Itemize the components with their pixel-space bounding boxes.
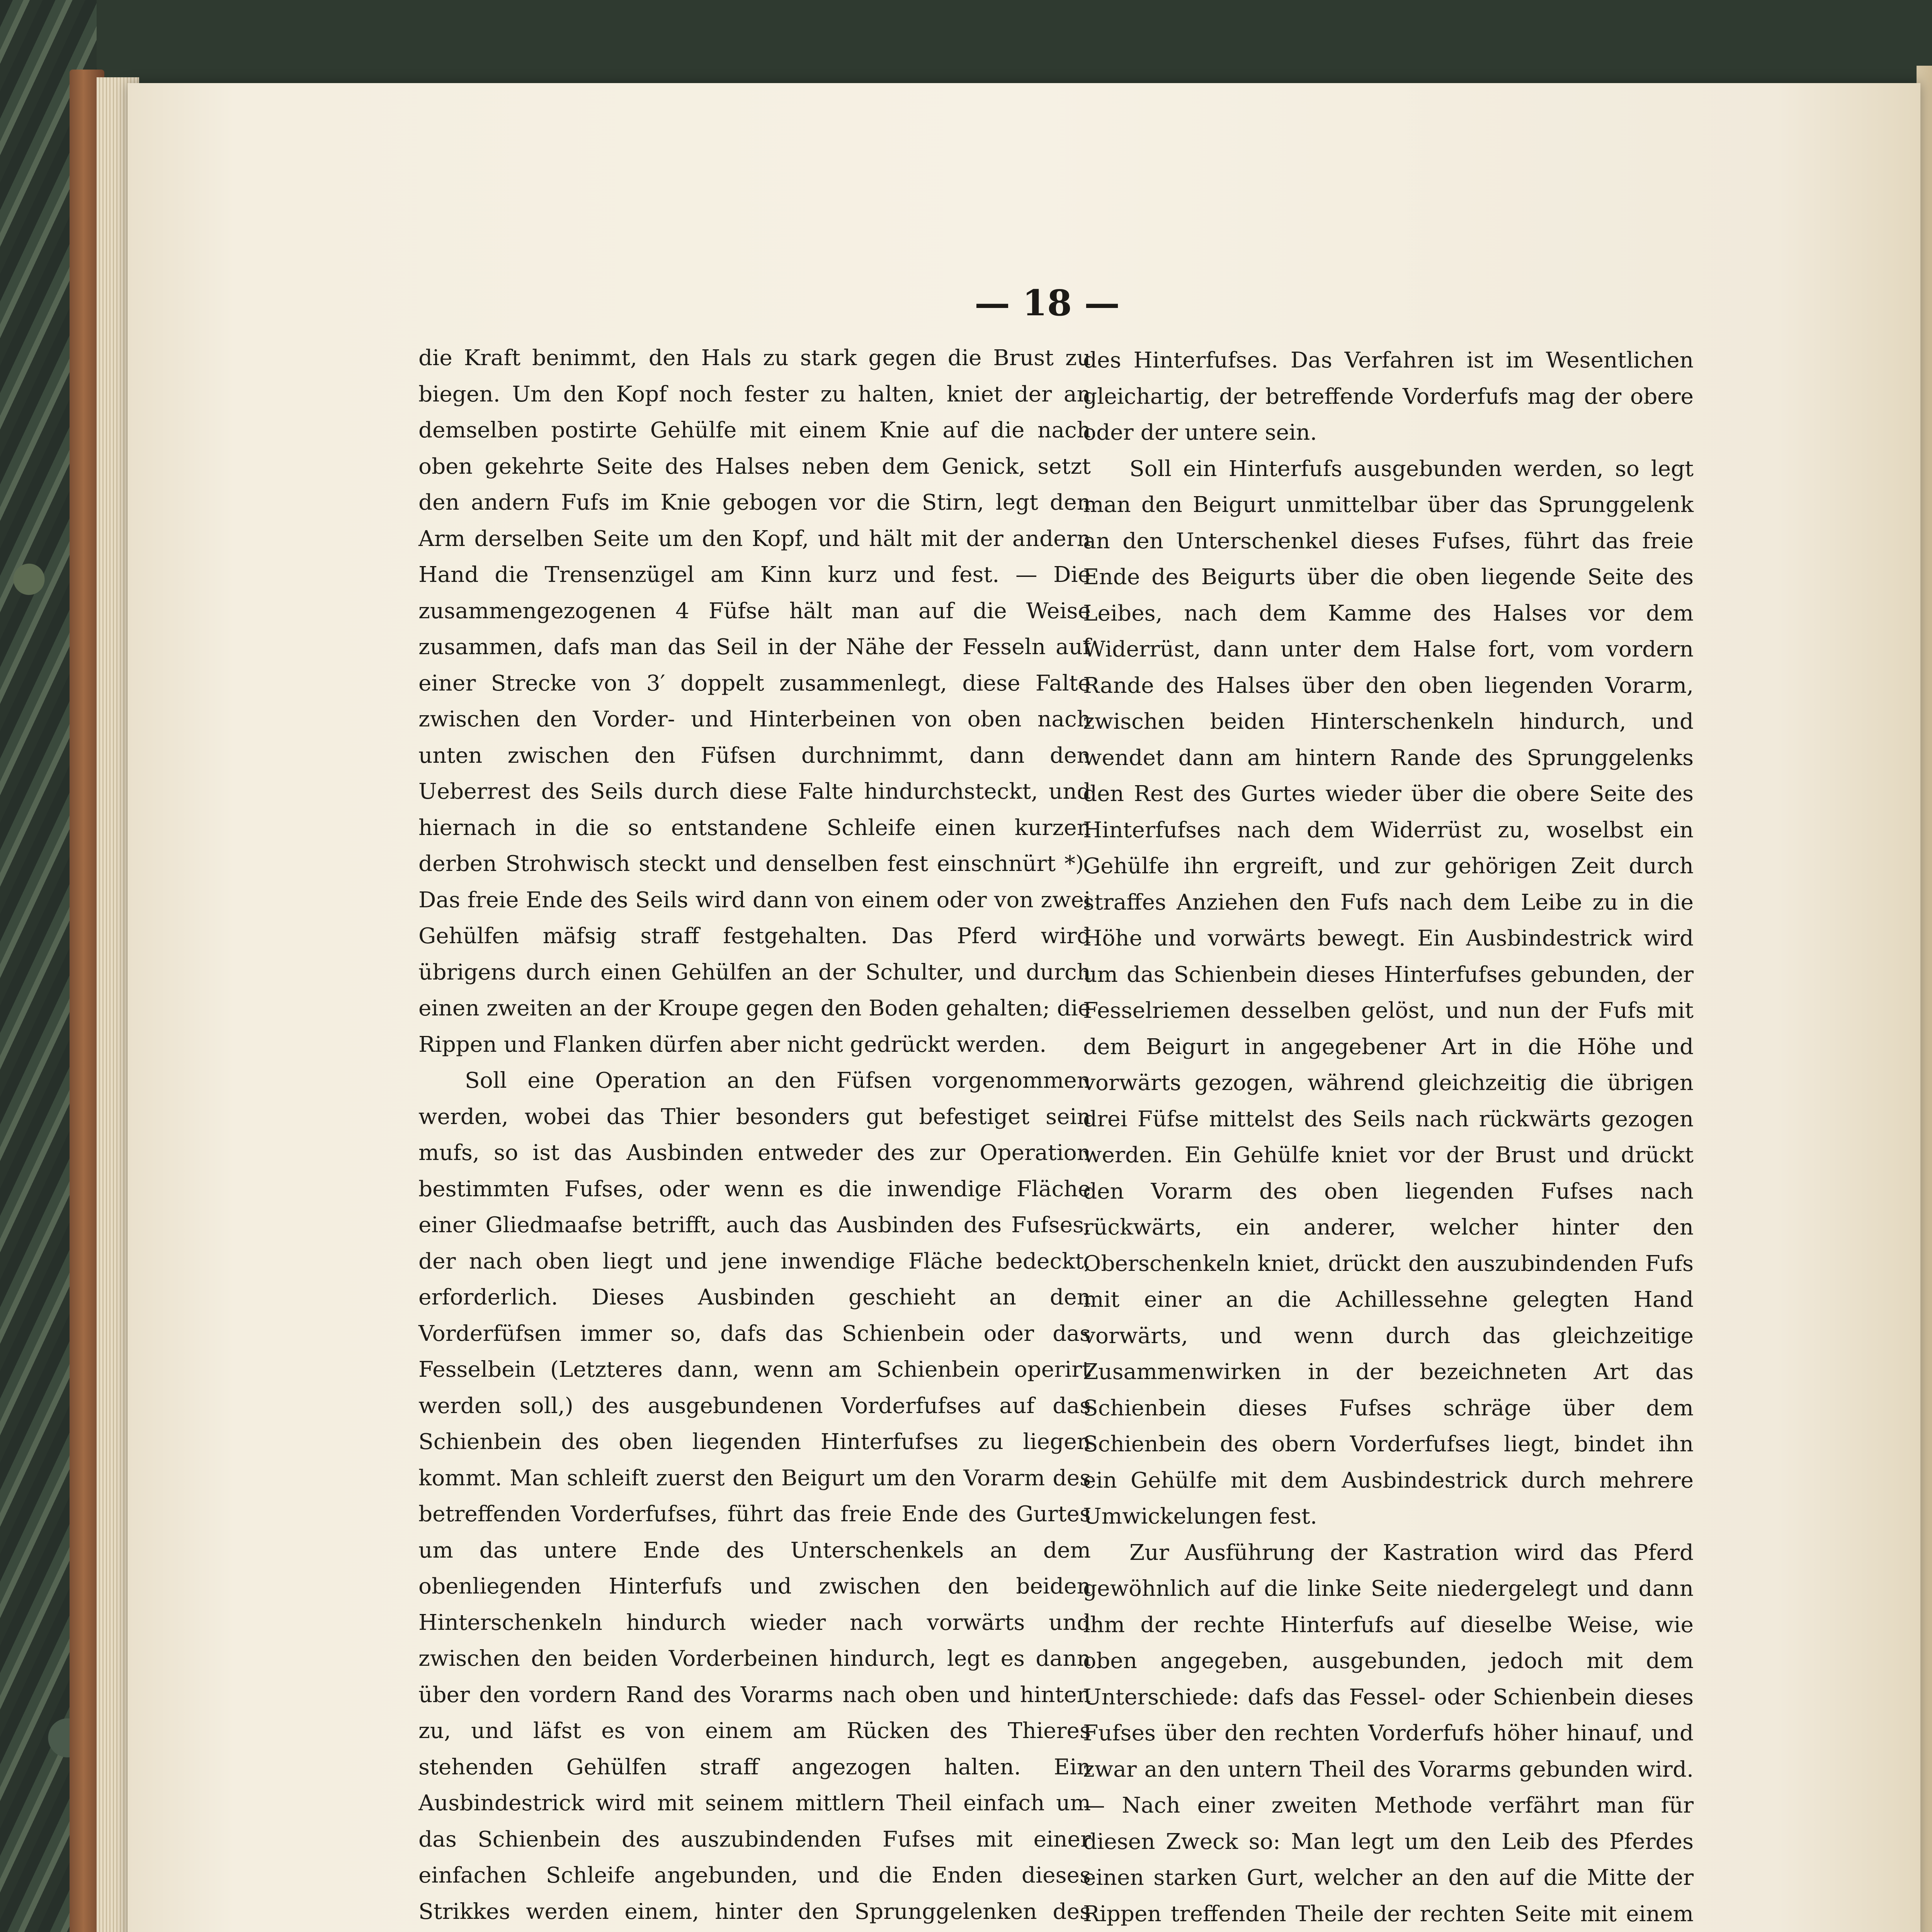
paragraph: die Kraft benimmt, den Hals zu stark gegen die Brust zu biegen. Um den Kopf noch fester zu halten, kniet der an demselben postirte Gehülfe mit einem Knie auf die nach oben gekehrte Seite des Halses neben dem Genick, setzt den andern Fufs im Knie gebogen vor die Stirn, legt den Arm derselben Seite um den Kopf, und hält mit der andern Hand die Trensenzügel am Kinn kurz und fest. — Die zusammengezogenen 4 Füfse hält man auf die Weise zusammen, dafs man das Seil in der Nähe der Fesseln auf einer Strecke von 3′ doppelt zusammenlegt, diese Falte zwischen den Vorder- und Hinterbeinen von oben nach unten zwischen den Füfsen durchnimmt, dann den Ueberrest des Seils durch diese Falte hindurchsteckt, und hiernach in die so entstandene Schleife einen kurzen derben Strohwisch steckt und denselben fest einschnürt *). Das freie Ende des Seils wird dann von einem oder von zwei Gehülfen mäfsig straff festgehalten. Das Pferd wird übrigens durch einen Gehülfen an der Schulter, und durch einen zweiten an der Kroupe gegen den Boden gehalten; die Rippen und Flanken dürfen aber nicht gedrückt werden.: [418, 345, 1091, 1057]
right-text-column: [1083, 342, 1694, 1932]
paragraph: Soll ein Hinterfufs ausgebunden werden, so legt man den Beigurt unmittelbar über das Sprunggelenk an den Unterschenkel dieses Fufses, führt das freie Ende des Beigurts über die oben liegende Seite des Leibes, nach dem Kamme des Halses vor dem Widerrüst, dann unter dem Halse fort, vom vordern Rande des Halses über den oben liegenden Vorarm, zwischen beiden Hinterschenkeln hindurch, und wendet dann am hintern Rande des Sprunggelenks den Rest des Gurtes wieder über die obere Seite des Hinterfufses nach dem Widerrüst zu, woselbst ein Gehülfe ihn ergreift, und zur gehörigen Zeit durch straffes Anziehen den Fufs nach dem Leibe zu in die Höhe und vorwärts bewegt. Ein Ausbindestrick wird um das Schienbein dieses Hinterfufses gebunden, der Fesselriemen desselben gelöst, und nun der Fufs mit dem Beigurt in angegebener Art in die Höhe und vorwärts gezogen, während gleichzeitig die übrigen drei Füfse mittelst des Seils nach rückwärts gezogen werden. Ein Gehülfe kniet vor der Brust und drückt den Vorarm des oben liegenden Fufses nach rückwärts, ein anderer, welcher hinter den Oberschenkeln kniet, drückt den auszubindenden Fufs mit einer an die Achillessehne gelegten Hand vorwärts, und wenn durch das gleichzeitige Zusammenwirken in der bezeichneten Art das Schienbein dieses Fufses schräge über dem Schienbein des obern Vorderfufses liegt, bindet ihn ein Gehülfe mit dem Ausbindestrick durch mehrere Umwickelungen fest.: [1083, 456, 1694, 1529]
paragraph: Soll eine Operation an den Füfsen vorgenommen werden, wobei das Thier besonders gut befestiget sein mufs, so ist das Ausbinden entweder des zur Operation bestimmten Fufses, oder wenn es die inwendige Fläche einer Gliedmaafse betrifft, auch das Ausbinden des Fufses, der nach oben liegt und jene inwendige Fläche bedeckt, erforderlich. Dieses Ausbinden geschieht an den Vorderfüfsen immer so, dafs das Schienbein oder das Fesselbein (Letzteres dann, wenn am Schienbein operirt werden soll,) des ausgebundenen Vorderfufses auf das Schienbein des oben liegenden Hinterfufses zu liegen kommt. Man schleift zuerst den Beigurt um den Vorarm des betreffenden Vorderfufses, führt das freie Ende des Gurtes um das untere Ende des Unterschenkels an dem obenliegenden Hinterfufs und zwischen den beiden Hinterschenkeln hindurch wieder nach vorwärts und zwischen den beiden Vorderbeinen hindurch, legt es dann über den vordern Rand des Vorarms nach oben und hinten zu, und läfst es von einem am Rücken des Thieres stehenden Gehülfen straff angezogen halten. Ein Ausbindestrick wird mit seinem mittlern Theil einfach um das Schienbein des auszubindenden Fufses mit einer einfachen Schleife angebunden, und die Enden dieses Strikkes werden einem, hinter den Sprunggelenken des: [418, 1068, 1091, 1924]
paragraph: des Hinterfufses. Das Verfahren ist im Wesentlichen gleichartig, der betreffende Vorderfufs mag der obere oder der untere sein.: [1083, 348, 1694, 445]
page-number: — 18 —: [974, 282, 1120, 324]
paragraph: Zur Ausführung der Kastration wird das Pferd gewöhnlich auf die linke Seite niedergelegt und dann ihm der rechte Hinterfufs auf dieselbe Weise, wie oben angegeben, ausgebunden, jedoch mit dem Unterschiede: dafs das Fessel- oder Schienbein dieses Fufses über den rechten Vorderfufs höher hinauf, und zwar an den untern Theil des Vorarms gebunden wird. — Nach einer zweiten Methode verfährt man für diesen Zweck so: Man legt um den Leib des Pferdes einen starken Gurt, welcher an den auf die Mitte der Rippen treffenden Theile der rechten Seite mit einem: [1083, 1540, 1694, 1927]
left-text-column: [418, 340, 1091, 1932]
